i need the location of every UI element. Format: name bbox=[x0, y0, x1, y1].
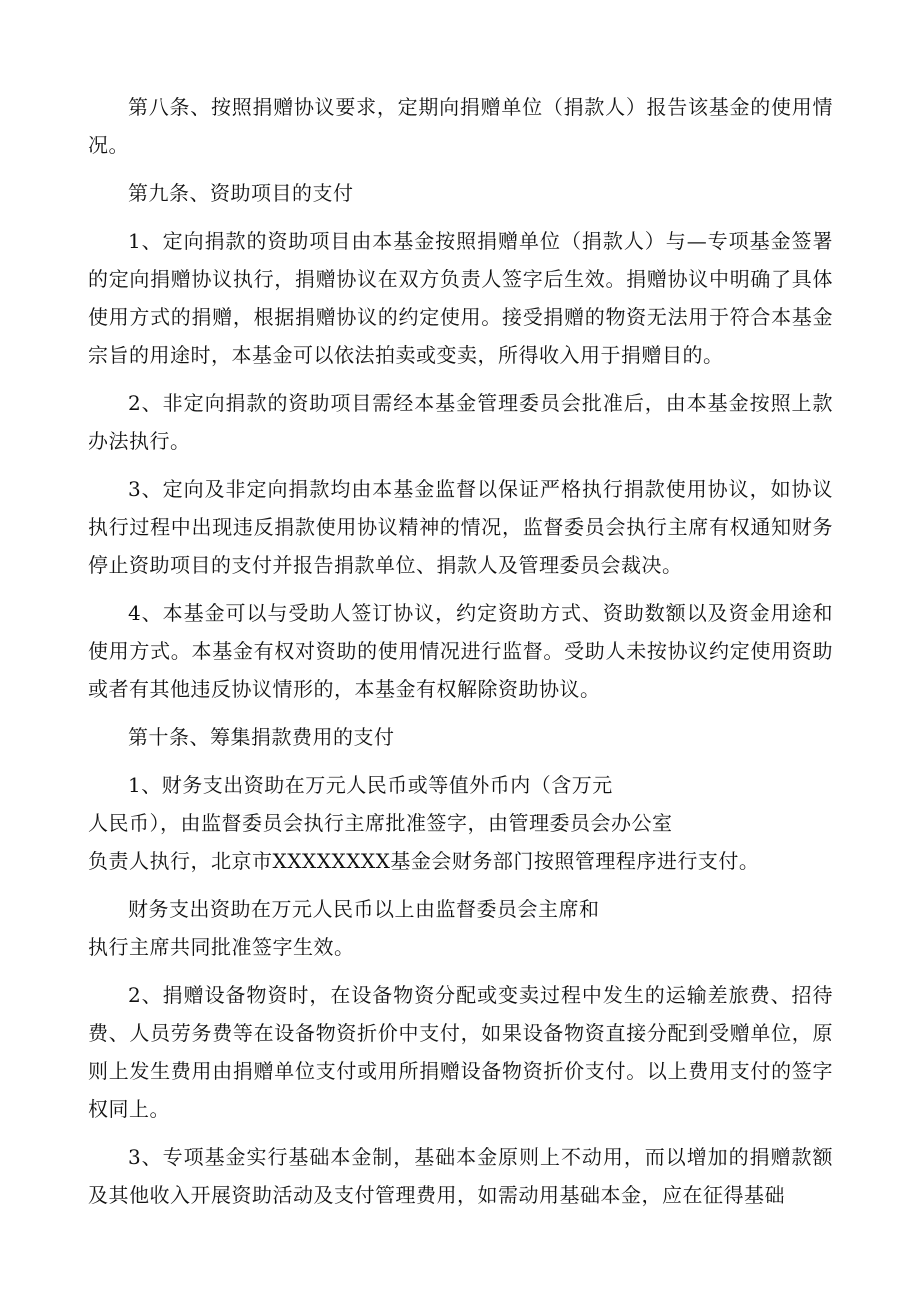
article-10-item-1-line-1: 1、财务支出资助在万元人民币或等值外币内（含万元 bbox=[128, 773, 613, 797]
article-10-item-1 bbox=[88, 766, 833, 880]
article-10-heading: 第十条、筹集捐款费用的支付 bbox=[128, 725, 395, 749]
article-10-item-1-continued bbox=[88, 890, 833, 966]
document-page bbox=[88, 88, 833, 1224]
article-9-item-3: 3、定向及非定向捐款均由本基金监督以保证严格执行捐款使用协议，如协议执行过程中出现违反捐款使用协议精神的情况，监督委员会执行主席有权通知财务停止资助项目的支付并报告捐款单位、捐款人及管理委员会裁决。 bbox=[88, 477, 833, 577]
article-9-item-2: 2、非定向捐款的资助项目需经本基金管理委员会批准后，由本基金按照上款办法执行。 bbox=[88, 391, 833, 453]
article-10-item-1b-line-2: 执行主席共同批准签字生效。 bbox=[88, 935, 355, 959]
article-9-item-1: 1、定向捐款的资助项目由本基金按照捐赠单位（捐款人）与—专项基金签署的定向捐赠协议执行，捐赠协议在双方负责人签字后生效。捐赠协议中明确了具体使用方式的捐赠，根据捐赠协议的约定使用。接受捐赠的物资无法用于符合本基金宗旨的用途时，本基金可以依法拍卖或变卖，所得收入用于捐赠目的。 bbox=[88, 229, 833, 367]
article-10-item-3: 3、专项基金实行基础本金制，基础本金原则上不动用，而以增加的捐赠款额及其他收入开展资助活动及支付管理费用，如需动用基础本金，应在征得基础 bbox=[88, 1145, 833, 1207]
article-10-item-1-line-3: 负责人执行，北京市XXXXXXXX基金会财务部门按照管理程序进行支付。 bbox=[88, 849, 760, 873]
article-10-item-2: 2、捐赠设备物资时，在设备物资分配或变卖过程中发生的运输差旅费、招待费、人员劳务费等在设备物资折价中支付，如果设备物资直接分配到受赠单位，原则上发生费用由捐赠单位支付或用所捐赠设备物资折价支付。以上费用支付的签字权同上。 bbox=[88, 983, 833, 1121]
article-10-item-1b-line-1: 财务支出资助在万元人民币以上由监督委员会主席和 bbox=[128, 897, 600, 921]
article-9-item-4: 4、本基金可以与受助人签订协议，约定资助方式、资助数额以及资金用途和使用方式。本基金有权对资助的使用情况进行监督。受助人未按协议约定使用资助或者有其他违反协议情形的，本基金有权解除资助协议。 bbox=[88, 601, 833, 701]
article-10-item-1-line-2: 人民币），由监督委员会执行主席批准签字，由管理委员会办公室 bbox=[88, 811, 673, 835]
article-8-paragraph: 第八条、按照捐赠协议要求，定期向捐赠单位（捐款人）报告该基金的使用情况。 bbox=[88, 95, 833, 157]
article-9-heading: 第九条、资助项目的支付 bbox=[128, 181, 354, 205]
